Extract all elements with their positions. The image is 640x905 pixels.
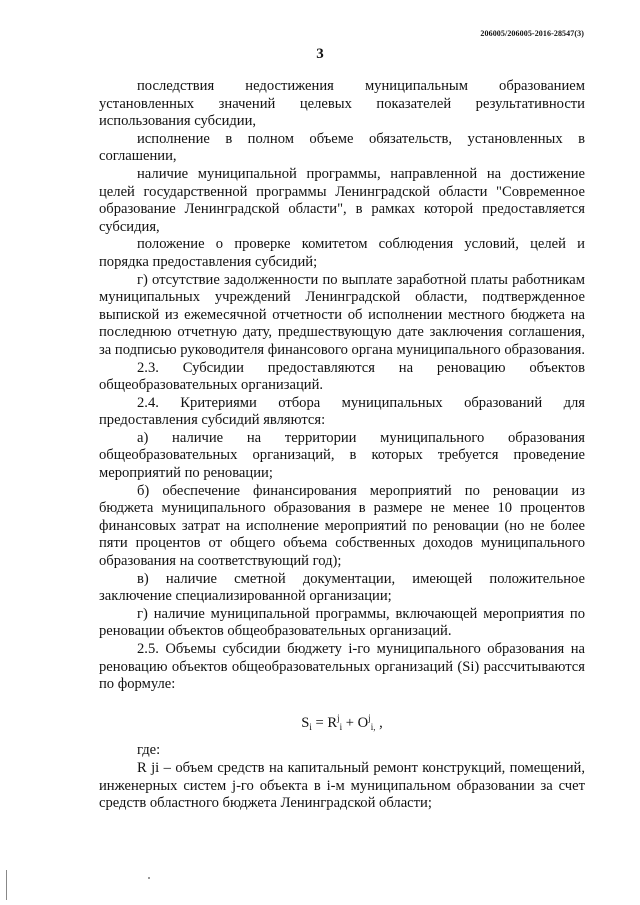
formula-r-sup: j bbox=[337, 712, 340, 723]
document-id: 206005/206005-2016-28547(3) bbox=[480, 29, 584, 38]
formula-lhs: S bbox=[301, 714, 310, 731]
formula-tail: , bbox=[375, 714, 383, 731]
paragraph: последствия недостижения муниципальным образованием установленных значений целевых показателей результативности использования субсидии, bbox=[99, 78, 585, 130]
paragraph: положение о проверке комитетом соблюдения условий, целей и порядка предоставления субсидий; bbox=[99, 236, 585, 270]
formula-plus: + O bbox=[342, 714, 369, 731]
formula-o-sub: i, bbox=[370, 721, 376, 732]
paragraph: исполнение в полном объеме обязательств, установленных в соглашении, bbox=[99, 130, 585, 165]
formula-eq: = R bbox=[311, 714, 338, 731]
formula-o-sup: j bbox=[368, 712, 371, 723]
document-body bbox=[99, 78, 585, 813]
paragraph: в) наличие сметной документации, имеющей положительное заключение специализированной организации; bbox=[99, 570, 585, 605]
paragraph: R ji – объем средств на капитальный ремонт конструкций, помещений, инженерных систем j-го объекта в i-м муниципальном образовании за счет средств областного бюджета Ленинградской области; bbox=[99, 759, 585, 812]
paragraph: г) отсутствие задолженности по выплате заработной платы работникам муниципальных учреждений Ленинградской области, подтвержденное выпиской из ежемесячной отчетности об исполнении местного бюджета на последнюю отчетную дату, предшествующую дате заключения соглашения, за подписью руководителя финансового органа муниципального образования. bbox=[99, 271, 585, 358]
scan-dot bbox=[148, 877, 150, 879]
page-number: 3 bbox=[316, 46, 324, 62]
subsidy-formula bbox=[99, 710, 585, 737]
paragraph: а) наличие на территории муниципального образования общеобразовательных организаций, в которых требуется проведение мероприятий по реновации; bbox=[99, 429, 585, 482]
paragraph: 2.4. Критериями отбора муниципальных образований для предоставления субсидий являются: bbox=[99, 394, 585, 429]
formula-r-sub: i bbox=[339, 721, 343, 732]
paragraph: наличие муниципальной программы, направленной на достижение целей государственной программы Ленинградской области "Современное образование Ленинградской области", в рамках которой предоставляется субсидия, bbox=[99, 165, 585, 235]
scan-margin-mark bbox=[6, 870, 7, 900]
paragraph: где: bbox=[137, 742, 161, 759]
paragraph: б) обеспечение финансирования мероприятий по реновации из бюджета муниципального образования в размере не менее 10 процентов финансовых затрат на исполнение мероприятий по реновации (но не более пяти процентов от общего объема собственных доходов муниципального образования на соответствующий год); bbox=[99, 482, 585, 570]
paragraph: 2.5. Объемы субсидии бюджету i-го муниципального образования на реновацию объектов общеобразовательных организаций (Si) рассчитываются по формуле: bbox=[99, 641, 585, 693]
paragraph: 2.3. Субсидии предоставляются на реновацию объектов общеобразовательных организаций. bbox=[99, 359, 585, 394]
formula-lhs-sub: i bbox=[309, 721, 312, 732]
paragraph: г) наличие муниципальной программы, включающей мероприятия по реновации объектов общеобразовательных организаций. bbox=[99, 605, 585, 640]
